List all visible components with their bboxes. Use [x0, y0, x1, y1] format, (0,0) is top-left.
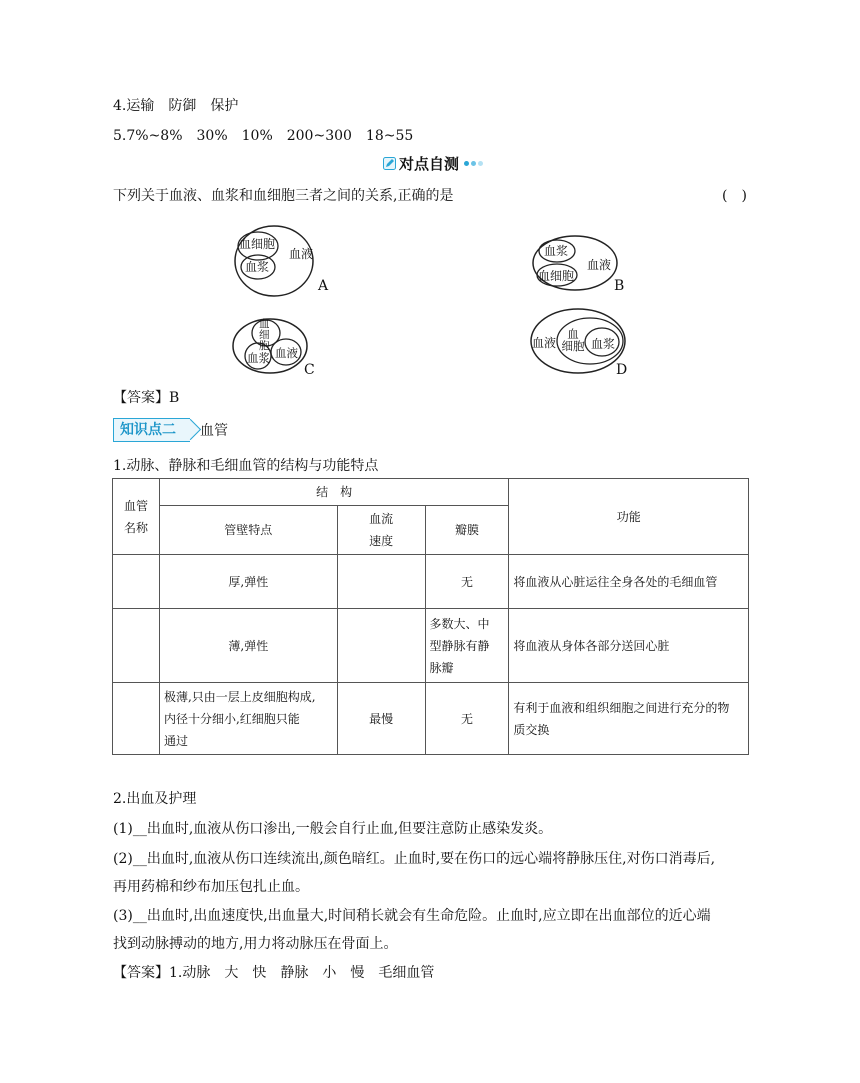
bleeding-p3-line2: 找到动脉搏动的地方,用力将动脉压在骨面上。 — [113, 936, 398, 952]
question-answer: 【答案】B — [113, 390, 180, 406]
diagram-d-char-1: 血 — [567, 327, 579, 341]
bleeding-answer — [113, 962, 434, 982]
cell-wall-line3: 通过 — [163, 733, 188, 748]
cell-function: 将血液从身体各部分送回心脏 — [509, 609, 749, 683]
diagram-a — [232, 224, 327, 299]
self-test-heading — [383, 153, 483, 174]
pencil-icon — [383, 157, 396, 170]
cell-name — [113, 555, 160, 609]
option-letter-a: A — [318, 278, 329, 294]
diagram-a-label-plasma: 血浆 — [245, 260, 270, 274]
cell-function — [509, 683, 749, 755]
cell-wall-line1: 极薄,只由一层上皮细胞构成, — [163, 689, 316, 704]
knowledge-point-heading — [113, 418, 228, 442]
diagram-b-label-plasma: 血浆 — [544, 244, 569, 258]
cell-wall: 厚,弹性 — [159, 555, 337, 609]
cell-valve-line2: 型静脉有静 — [429, 638, 490, 653]
bleeding-p3-line1: (3)__出血时,出血速度快,出血量大,时间稍长就会有生命危险。止血时,应立即在出血部位的近心端 — [113, 908, 711, 924]
header-function: 功能 — [509, 479, 749, 555]
cell-wall-line2: 内径十分细小,红细胞只能 — [163, 711, 300, 726]
diagram-c-label-cell — [259, 319, 271, 352]
header-vessel-name — [113, 479, 160, 555]
table-heading: 1.动脉、静脉和毛细血管的结构与功能特点 — [113, 458, 379, 474]
diagram-c-char-1: 血 — [259, 318, 270, 330]
answer-text: 1.动脉 大 快 静脉 小 慢 毛细血管 — [169, 965, 435, 981]
diagram-c-char-3: 胞 — [259, 340, 270, 352]
self-test-title: 对点自测 — [399, 155, 460, 173]
answer-line-4: 4.运输 防御 保护 — [113, 98, 239, 114]
diagram-d-label-cell — [560, 328, 586, 352]
answer-bracket: ( ) — [722, 188, 747, 204]
cell-valve: 无 — [425, 683, 509, 755]
header-name-line1: 血管 — [123, 498, 148, 513]
cell-speed — [337, 609, 425, 683]
diagram-d-label-plasma: 血浆 — [591, 337, 616, 351]
cell-name — [113, 609, 160, 683]
header-speed-line2: 速度 — [369, 534, 394, 548]
diagram-d-label-blood: 血液 — [532, 336, 557, 350]
cell-function-line2: 质交换 — [513, 722, 550, 737]
option-letter-c: C — [304, 362, 315, 378]
diagram-c-label-plasma: 血浆 — [247, 351, 270, 365]
option-letter-b: B — [614, 278, 625, 294]
diagram-c-label-blood: 血液 — [275, 346, 298, 360]
header-speed-line1: 血流 — [369, 512, 394, 526]
header-wall: 管壁特点 — [159, 506, 337, 555]
bleeding-p2-line2: 再用药棉和纱布加压包扎止血。 — [113, 879, 309, 895]
diagram-c-char-2: 细 — [259, 329, 270, 341]
diagram-a-label-blood: 血液 — [289, 247, 314, 261]
decorative-dots — [462, 156, 483, 172]
cell-valve-line1: 多数大、中 — [429, 616, 490, 631]
header-name-line2: 名称 — [123, 520, 148, 535]
header-valve: 瓣膜 — [425, 506, 509, 555]
diagram-d-char-2: 细胞 — [561, 339, 585, 353]
table-row — [113, 555, 749, 609]
diagram-a-label-cell: 血细胞 — [239, 237, 276, 251]
cell-function-line1: 有利于血液和组织细胞之间进行充分的物 — [513, 700, 730, 715]
cell-wall — [159, 683, 337, 755]
bleeding-p2-line1: (2)__出血时,血液从伤口连续流出,颜色暗红。止血时,要在伤口的远心端将静脉压住,对伤口消毒后, — [113, 851, 716, 867]
answer-line-5: 5.7%~8% 30% 10% 200~300 18~55 — [113, 128, 414, 144]
bleeding-heading: 2.出血及护理 — [113, 791, 197, 807]
cell-valve-line3: 脉瓣 — [429, 660, 454, 675]
diagram-d — [528, 306, 628, 376]
cell-wall: 薄,弹性 — [159, 609, 337, 683]
header-structure: 结 构 — [159, 479, 508, 506]
cell-valve — [425, 609, 509, 683]
bleeding-p1: (1)__出血时,血液从伤口渗出,一般会自行止血,但要注意防止感染发炎。 — [113, 821, 553, 837]
knowledge-point-title: 血管 — [200, 423, 228, 439]
vessel-table — [112, 478, 749, 755]
cell-speed: 最慢 — [337, 683, 425, 755]
table-row — [113, 683, 749, 755]
cell-function: 将血液从心脏运往全身各处的毛细血管 — [509, 555, 749, 609]
cell-speed — [337, 555, 425, 609]
diagram-b-label-cell: 血细胞 — [538, 269, 575, 283]
answer-label: 【答案】 — [113, 965, 169, 981]
knowledge-point-tag: 知识点二 — [113, 418, 190, 442]
cell-name — [113, 683, 160, 755]
diagram-c — [230, 316, 310, 376]
diagram-b — [530, 234, 620, 294]
option-letter-d: D — [616, 362, 628, 378]
cell-valve: 无 — [425, 555, 509, 609]
table-row — [113, 609, 749, 683]
header-speed — [337, 506, 425, 555]
question-text: 下列关于血液、血浆和血细胞三者之间的关系,正确的是 — [113, 188, 454, 204]
diagram-b-label-blood: 血液 — [587, 258, 612, 272]
